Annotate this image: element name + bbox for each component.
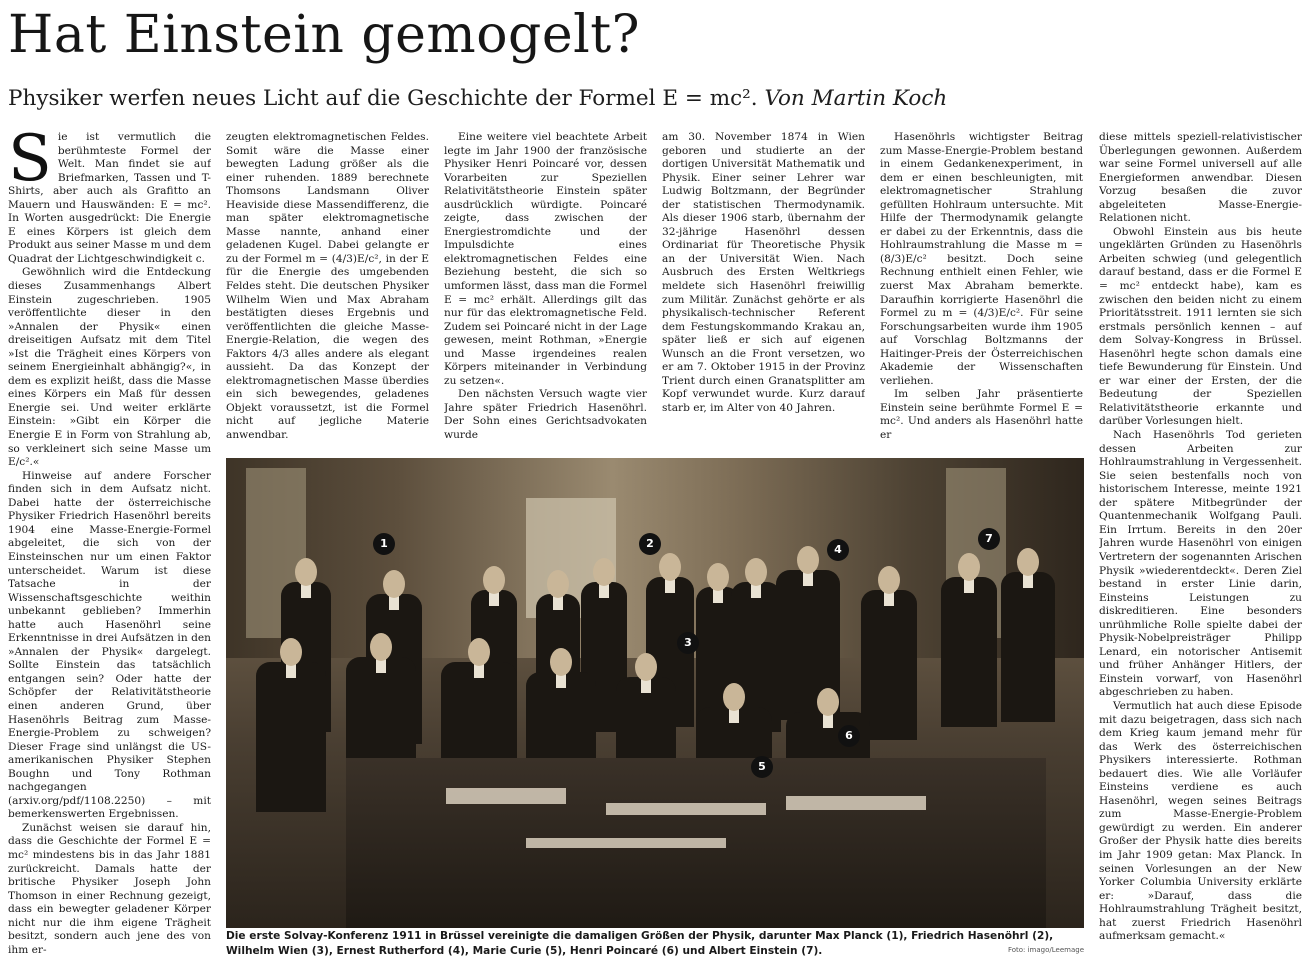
person-figure [1001,548,1055,728]
paragraph: am 30. November 1874 in Wien geboren und studierte an der dortigen Universität Mathematik und Physik. Einer seiner Lehrer war Ludwig Boltzmann, der Begründer der statistischen Thermodynamik. Als dieser 1906 starb, übernahm der 32-jährige Hasenöhrl dessen Ordinariat für Theoretische Physik an der Universität Wien. Nach Ausbruch des Ersten Weltkriegs meldete sich Hasenöhrl freiwillig zum Militär. Zunächst gehörte er als physikalisch-technischer Referent dem Festungskommando Krakau an, später ließ er sich auf eigenen Wunsch an die Front versetzen, wo er am 7. Oktober 1915 in der Provinz Trient durch einen Granatsplitter am Kopf verwundet wurde. Kurz darauf starb er, im Alter von 40 Jahren. [662,131,865,414]
photo-marker-1: 1 [373,533,395,555]
paragraph: Nach Hasenöhrls Tod gerieten dessen Arbeiten zur Hohlraumstrahlung in Vergessenheit. Sie seien bestenfalls noch von historischem Interesse, meinte 1921 der spätere Mitbegründer der Quantenmechanik Wolfgang Pauli. Ein Irrtum. Bereits in den 20er Jahren wurde Hasenöhrl von einigen Vertretern der sogenannten Arischen Physik »wiederentdeckt«. Deren Ziel bestand in erster Linie darin, Einsteins Leistungen zu diskreditieren. Eine besonders unrühmliche Rolle spielte dabei der Physik-Nobelpreisträger Philipp Lenard, ein notorischer Antisemit und früher Anhänger Hitlers, der Einstein vorwarf, von Hasenöhrl abgeschrieben zu haben. [1099,429,1302,699]
article-column-6 [1099,131,1302,963]
table-papers [526,838,726,848]
person-figure [256,638,326,818]
paragraph: Gewöhnlich wird die Entdeckung dieses Zusammenhangs Albert Einstein zugeschrieben. 1905 veröffentlichte dieser in den »Annalen der Physik« einen dreiseitigen Aufsatz mit dem Titel »Ist die Trägheit eines Körpers von seinem Energieinhalt abhängig?«, in dem es explizit heißt, dass die Masse eines Körpers ein Maß für dessen Energie sei. Und weiter erklärte Einstein: »Gibt ein Körper die Energie E in Form von Strahlung ab, so verkleinert sich seine Masse um E/c².« [8,266,211,469]
paragraph-text: ie ist vermutlich die berühmteste Formel der Welt. Man findet sie auf Briefmarken, Tassen und T-Shirts, aber auch als Grafitto an Mauern und Hauswänden: E = mc². In Worten ausgedrückt: Die Energie E eines Körpers ist gleich dem Produkt aus seiner Masse m und dem Quadrat der Lichtgeschwindigkeit c. [8,131,211,265]
author-byline: Von Martin Koch [764,86,948,111]
paragraph: Vermutlich hat auch diese Episode mit dazu beigetragen, dass sich nach dem Krieg kaum jemand mehr für das Werk des österreichischen Physikers interessierte. Rothman bedauert dies. Wie alle Vorläufer Einsteins verdiene es auch Hasenöhrl, wegen seines Beitrags zum Masse-Energie-Problem gewürdigt zu werden. Ein anderer Großer der Physik hatte dies bereits im Jahr 1909 getan: Max Planck. In seinen Vorlesungen an der New Yorker Columbia University erklärte er: »Darauf, dass die Hohlraumstrahlung Trägheit besitzt, hat zuerst Friedrich Hasenöhrl aufmerksam gemacht.« [1099,699,1302,943]
caption-text: Die erste Solvay-Konferenz 1911 in Brüssel vereinigte die damaligen Größen der Physik, darunter Max Planck (1), Friedrich Hasenöhrl (2), Wilhelm Wien (3), Ernest Rutherford (4), Marie Curie (5), Henri Poincaré (6) und Albert Einstein (7). [226,930,1054,957]
article-column-2 [226,131,429,446]
table-papers [606,803,766,815]
photo-marker-7: 7 [978,528,1000,550]
headline: Hat Einstein gemogelt? [8,5,641,65]
article-column-5 [880,131,1083,446]
solvay-conference-photo [226,458,1084,928]
subline [8,84,947,114]
paragraph: zeugten elektromagnetischen Feldes. Somit wäre die Masse einer bewegten Ladung größer als die einer ruhenden. 1889 berechnete Thomsons Landsmann Oliver Heaviside diese Massendifferenz, die man später elektromagnetische Masse nannte, anhand einer geladenen Kugel. Dabei gelangte er zu der Formel m = (4/3)E/c², in der E für die Energie des umgebenden Feldes steht. Die deutschen Physiker Wilhelm Wien und Max Abraham bestätigten dieses Ergebnis und veröffentlichten die gleiche Masse-Energie-Relation, die wegen des Faktors 4/3 alles andere als elegant aussieht. Da das Konzept der elektromagnetischen Masse überdies ein sich bewegendes, geladenes Objekt voraussetzt, ist die Formel nicht auf jegliche Materie anwendbar. [226,131,429,442]
photo-caption [226,929,1084,958]
paragraph [8,131,211,266]
paragraph: Hinweise auf andere Forscher finden sich in dem Aufsatz nicht. Dabei hatte der österreichische Physiker Friedrich Hasenöhrl bereits 1904 eine Masse-Energie-Formel abgeleitet, die sich von der Einsteinschen nur um einen Faktor unterscheidet. Warum ist diese Tatsache in der Wissenschaftsgeschichte weithin unbekannt geblieben? Immerhin hatte auch Hasenöhrl seine Erkenntnisse in drei Aufsätzen in den »Annalen der Physik« dargelegt. Sollte Einstein das tatsächlich entgangen sein? Oder hatte der Schöpfer der Relativitätstheorie einen anderen Grund, über Hasenöhrls Beitrag zum Masse-Energie-Problem zu schweigen? Dieser Frage sind unlängst die US-amerikanischen Physiker Stephen Boughn und Tony Rothman nachgegangen (arxiv.org/pdf/1108.2250) – mit bemerkenswerten Ergebnissen. [8,469,211,821]
photo-marker-2: 2 [639,533,661,555]
photo-marker-4: 4 [827,539,849,561]
subline-text: Physiker werfen neues Licht auf die Geschichte der Formel E = mc². [8,86,765,111]
paragraph: Den nächsten Versuch wagte vier Jahre später Friedrich Hasenöhrl. Der Sohn eines Gerichtsadvokaten wurde [444,388,647,442]
article-column-1 [8,131,211,963]
photo-marker-6: 6 [838,725,860,747]
photo-marker-3: 3 [677,632,699,654]
table-papers [786,796,926,810]
paragraph: diese mittels speziell-relativistischer Überlegungen gewonnen. Außerdem war seine Formel universell auf alle Energieformen anwendbar. Diesen Vorzug besaßen die zuvor abgeleiteten Masse-Energie-Relationen nicht. [1099,131,1302,225]
paragraph: Obwohl Einstein aus bis heute ungeklärten Gründen zu Hasenöhrls Arbeiten schwieg (und gelegentlich darauf bestand, dass er die Formel E = mc² entdeckt habe), kam es zwischen den beiden nicht zu einem Prioritätsstreit. 1911 lernten sie sich erstmals persönlich kennen – auf dem Solvay-Kongress in Brüssel. Hasenöhrl hegte schon damals eine tiefe Bewunderung für Einstein. Und er war einer der Ersten, der die Bedeutung der Speziellen Relativitätstheorie erkannte und darüber Vorlesungen hielt. [1099,225,1302,428]
article-column-3 [444,131,647,446]
paragraph: Zunächst weisen sie darauf hin, dass die Geschichte der Formel E = mc² mindestens bis in das Jahr 1881 zurückreicht. Damals hatte der britische Physiker Joseph John Thomson in einer Rechnung gezeigt, dass ein bewegter geladener Körper nicht nur die ihm eigene Trägheit besitzt, sondern auch jene des von ihm er- [8,821,211,956]
photo-credit: Foto: imago/Leemage [1007,945,1084,954]
table-papers [446,788,566,804]
photo-marker-5: 5 [751,756,773,778]
paragraph: Im selben Jahr präsentierte Einstein seine berühmte Formel E = mc². Und anders als Hasenöhrl hatte er [880,388,1083,442]
dropcap: S [8,131,52,196]
person-figure [941,553,997,733]
article-column-4 [662,131,865,446]
paragraph: Eine weitere viel beachtete Arbeit legte im Jahr 1900 der französische Physiker Henri Poincaré vor, dessen Vorarbeiten zur Speziellen Relativitätstheorie Einstein später ausdrücklich würdigte. Poincaré zeigte, dass zwischen der Energiestromdichte und der Impulsdichte eines elektromagnetischen Feldes eine Beziehung besteht, die sich so umformen lässt, dass man die Formel E = mc² erhält. Allerdings gilt das nur für das elektromagnetische Feld. Zudem sei Poincaré nicht in der Lage gewesen, meint Rothman, »Energie und Masse irgendeines realen Körpers miteinander in Verbindung zu setzen«. [444,131,647,387]
paragraph: Hasenöhrls wichtigster Beitrag zum Masse-Energie-Problem bestand in einem Gedankenexperiment, in dem er einen beschleunigten, mit elektromagnetischer Strahlung gefüllten Hohlraum untersuchte. Mit Hilfe der Thermodynamik gelangte er dabei zu der Erkenntnis, dass die Hohlraumstrahlung die Masse m = (8/3)E/c² besitzt. Doch seine Rechnung enthielt einen Fehler, wie zuerst Max Abraham bemerkte. Daraufhin korrigierte Hasenöhrl die Formel zu m = (4/3)E/c². Für seine Forschungsarbeiten wurde ihm 1905 auf Vorschlag Boltzmanns der Haitinger-Preis der Österreichischen Akademie der Wissenschaften verliehen. [880,131,1083,387]
